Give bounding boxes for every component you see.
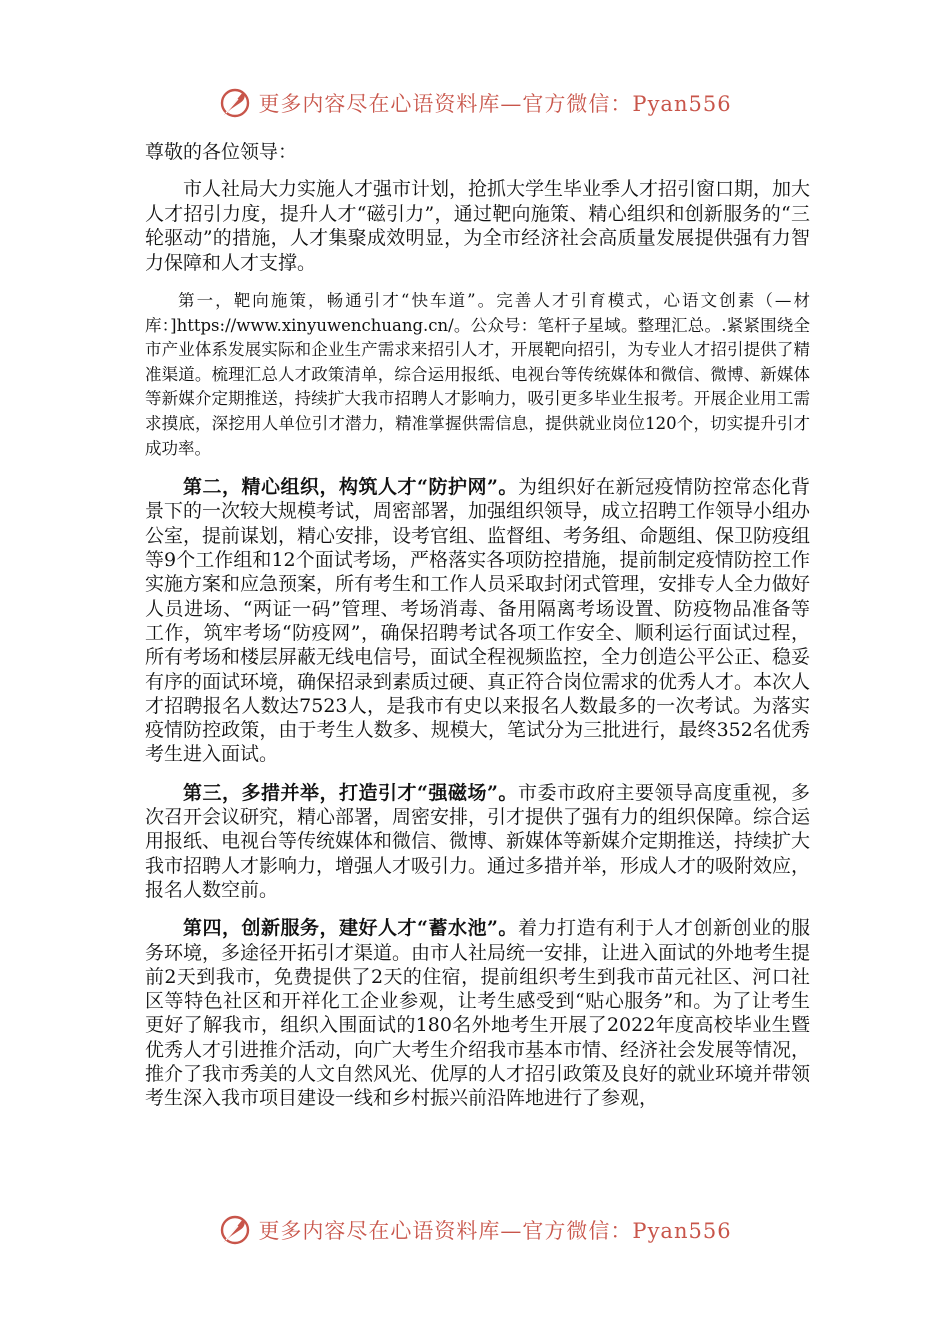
section-4-heading: 第四，创新服务，建好人才“蓄水池”。 xyxy=(183,917,518,940)
greeting: 尊敬的各位领导： xyxy=(145,141,298,163)
intro-paragraph: 市人社局大力实施人才强市计划，抢抓大学生毕业季人才招引窗口期，加大人才招引力度，提升人才“磁引力”，通过靶向施策、精心组织和创新服务的“三轮驱动”的措施，人才集聚成效明显，为全市经济社会高质量发展提供强有力智力保障和人才支撑。 xyxy=(145,178,811,274)
section-3-heading: 第三，多措并举，打造引才“强磁场”。 xyxy=(183,781,518,804)
section-2-body: 为组织好在新冠疫情防控常态化背景下的一次较大规模考试，周密部署，加强组织领导，成立招聘工作领导小组办公室，提前谋划，精心安排，设考官组、监督组、考务组、命题组、保卫防疫组等9个工作组和12个面试考场，严格落实各项防控措施，提前制定疫情防控工作实施方案和应急预案，所有考生和工作人员采取封闭式管理，安排专人全力做好人员进场、“两证一码”管理、考场消毒、备用隔离考场设置、防疫物品准备等工作，筑牢考场“防疫网”，确保招聘考试各项工作安全、顺利运行面试过程，所有考场和楼层屏蔽无线电信号，面试全程视频监控，全力创造公平公正、稳妥有序的面试环境，确保招录到素质过硬、真正符合岗位需求的优秀人才。本次人才招聘报名人数达7523人，是我市有史以来报名人数最多的一次考试。为落实疫情防控政策，由于考生人数多、规模大，笔试分为三批进行，最终352名优秀考生进入面试。 xyxy=(145,476,811,766)
header-banner xyxy=(0,83,950,123)
footer-banner xyxy=(0,1210,950,1250)
section-3-paragraph xyxy=(145,781,810,902)
letter-body xyxy=(145,140,810,1125)
section-1-body: 完善人才引育模式，心语文创素（—材库：]https://www.xinyuwenchuang.cn/。公众号：笔杆子星域。整理汇总。.紧紧围绕全市产业体系发展实际和企业生产需求来招引人才，开展靶向招引，为专业人才招引提供了精准渠道。梳理汇总人才政策清单，综合运用报纸、电视台等传统媒体和微信、微博、新媒体等新媒介定期推送，持续扩大我市招聘人才影响力，吸引更多毕业生报考。开展企业用工需求摸底，深挖用人单位引才潜力，精准掌握供需信息，提供就业岗位120个，切实提升引才成功率。 xyxy=(145,291,811,458)
section-4-body: 着力打造有利于人才创新创业的服务环境，多途径开拓引才渠道。由市人社局统一安排，让进入面试的外地考生提前2天到我市，免费提供了2天的住宿，提前组织考生到我市苗元社区、河口社区等特色社区和开祥化工企业参观，让考生感受到“贴心服务”和。为了让考生更好了解我市，组织入围面试的180名外地考生开展了2022年度高校毕业生暨优秀人才引进推介活动，向广大考生介绍我市基本市情、经济社会发展等情况，推介了我市秀美的人文自然风光、优厚的人才招引政策及良好的就业环境并带领考生深入我市项目建设一线和乡村振兴前沿阵地进行了参观， xyxy=(145,917,811,1110)
section-2-paragraph xyxy=(145,475,810,767)
section-1-paragraph xyxy=(145,289,810,461)
banner-text: 更多内容尽在心语资料库—官方微信：Pyan556 xyxy=(258,92,732,116)
banner-text: 更多内容尽在心语资料库—官方微信：Pyan556 xyxy=(258,1219,732,1243)
section-2-heading: 第二，精心组织，构筑人才“防护网”。 xyxy=(183,476,518,499)
section-3-body: 市委市政府主要领导高度重视，多次召开会议研究，精心部署，周密安排，引才提供了强有力的组织保障。综合运用报纸、电视台等传统媒体和微信、微博、新媒体等新媒介定期推送，持续扩大我市招聘人才影响力，增强人才吸引力。通过多措并举，形成人才的吸附效应，报名人数空前。 xyxy=(145,781,811,901)
quill-logo-icon xyxy=(218,86,252,120)
section-1-heading: 第一，靶向施策，畅通引才“快车道”。 xyxy=(178,291,497,310)
quill-logo-icon xyxy=(218,1213,252,1247)
section-4-paragraph xyxy=(145,916,810,1110)
